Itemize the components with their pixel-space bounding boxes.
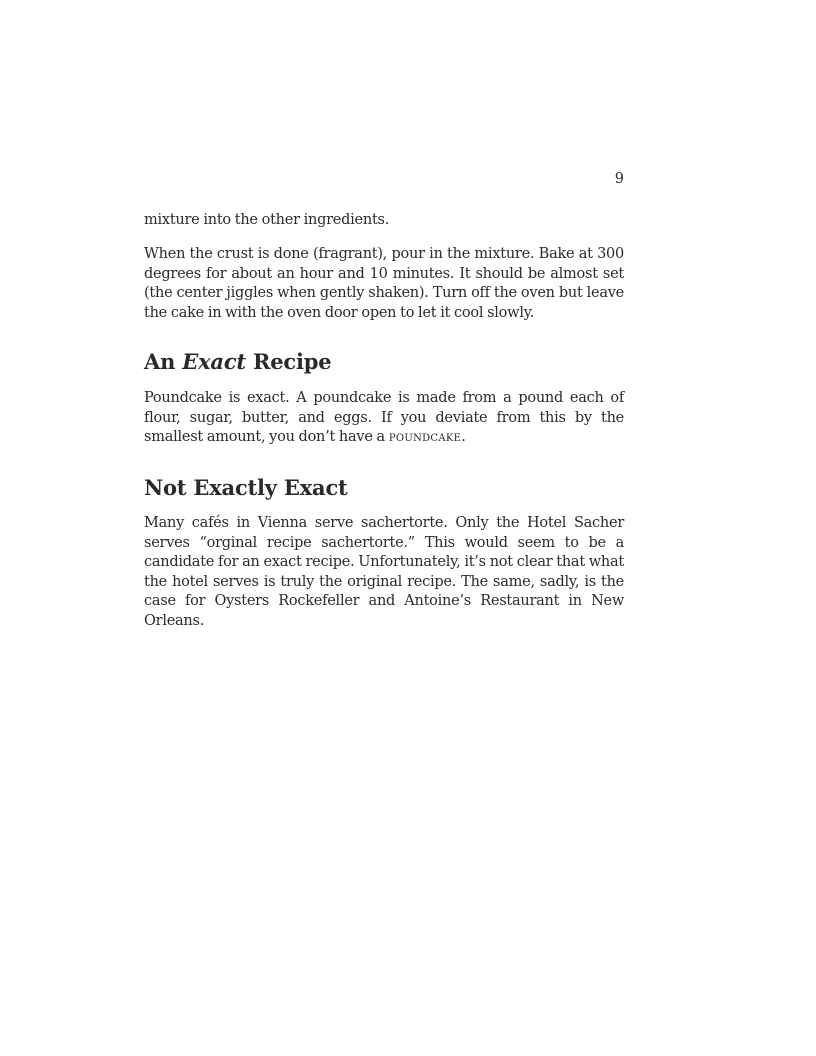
heading-exact-suffix: Recipe	[245, 349, 332, 374]
heading-exact-emphasis: Exact	[182, 349, 246, 374]
poundcake-end: .	[461, 429, 466, 445]
paragraph-sachertorte: Many cafés in Vienna serve sachertorte. Only the Hotel Sacher serves “orginal recipe sachertorte.” This would seem to be a candidate for an exact recipe. Unfortunately, it’s not clear that what the hotel serves is truly the original recipe. The same, sadly, is the case for Oysters Rockefeller and Antoine’s Restaurant in New Orleans.	[144, 515, 624, 629]
heading-not-exactly-exact: Not Exactly Exact	[144, 475, 348, 500]
poundcake-smallcaps: poundcake	[388, 429, 462, 445]
heading-exact-prefix: An	[144, 349, 183, 374]
paragraph-poundcake	[144, 389, 624, 448]
heading-exact-recipe	[144, 349, 624, 375]
page-number: 9	[614, 171, 624, 187]
poundcake-text: Poundcake is exact. A poundcake is made from a pound each of flour, sugar, butter, and eggs. If you deviate from this by the smallest amount, you don’t have a	[144, 390, 624, 445]
paragraph-continuation: mixture into the other ingredients.	[144, 212, 390, 228]
paragraph-bake-instructions: When the crust is done (fragrant), pour in the mixture. Bake at 300 degrees for about an hour and 10 minutes. It should be almost set (the center jiggles when gently shaken). Turn off the oven but leave the cake in with the oven door open to let it cool slowly.	[144, 246, 624, 321]
